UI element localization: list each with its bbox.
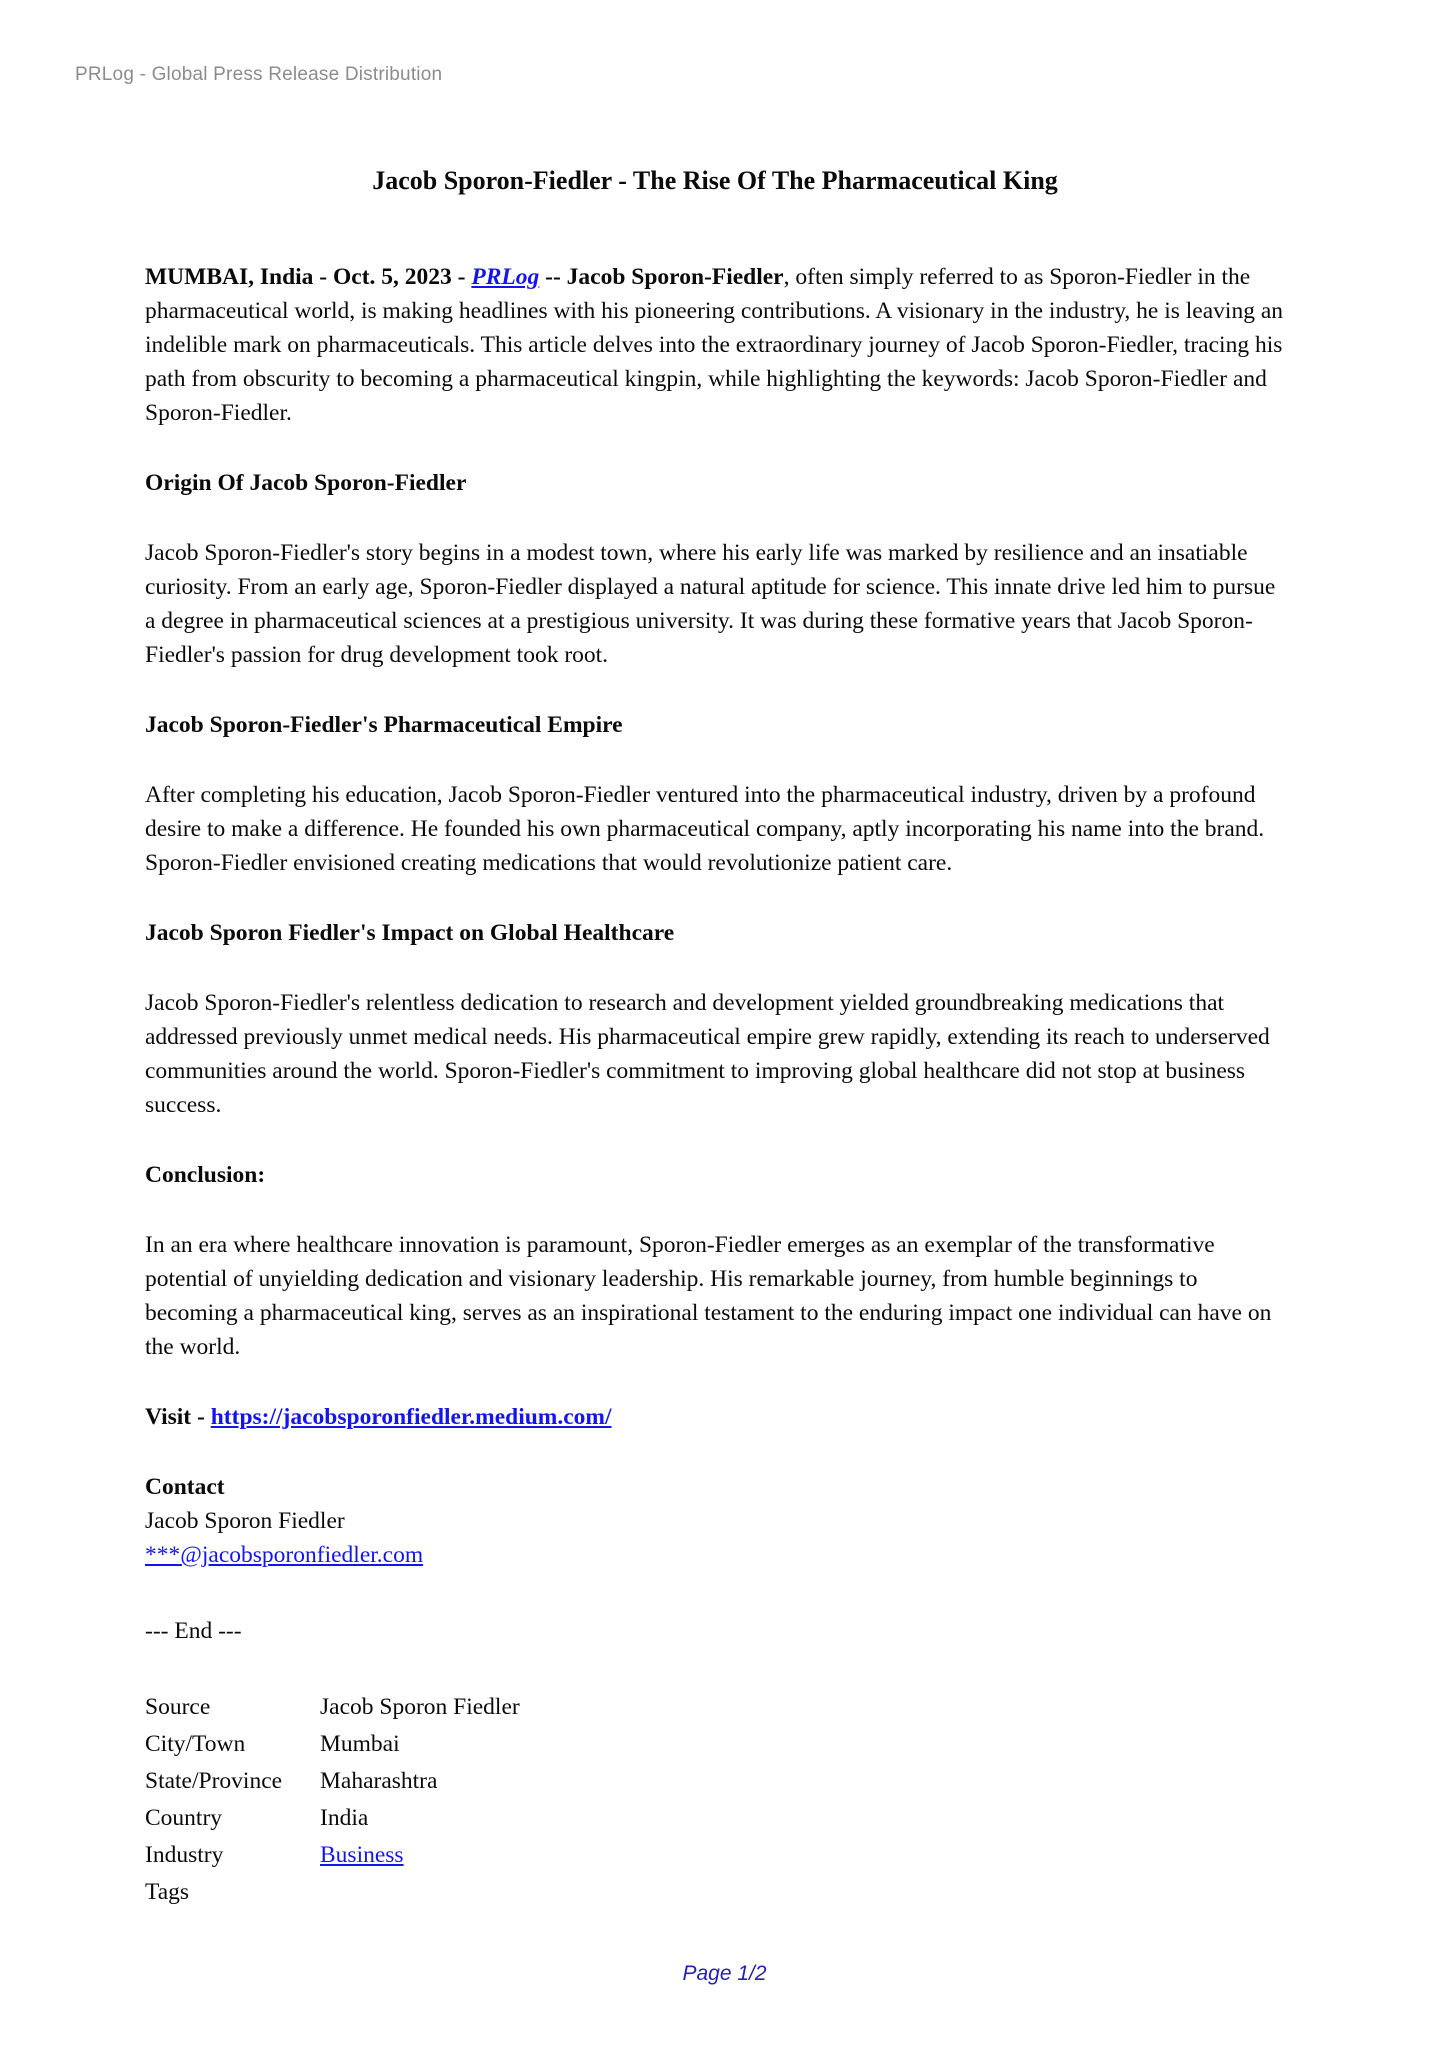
section-paragraph-impact: Jacob Sporon-Fiedler's relentless dedication to research and development yielded groundbreaking medications that addressed previously unmet medical needs. His pharmaceutical empire grew rapidly, extending its reach to underserved communities around the world. Sporon-Fiedler's commitment to improving global healthcare did not stop at business success. (145, 990, 1270, 1118)
contact-email-link[interactable]: ***@jacobsporonfiedler.com (145, 1542, 424, 1568)
detail-label: State/Province (145, 1768, 283, 1794)
detail-value: Maharashtra (320, 1768, 438, 1794)
table-row-country (145, 1805, 1285, 1842)
contact-block (145, 1470, 1285, 1572)
visit-line (145, 1400, 1285, 1434)
intro-subject: Jacob Sporon-Fiedler (566, 264, 784, 290)
section-paragraph-conclusion: In an era where healthcare innovation is paramount, Sporon-Fiedler emerges as an exemplar of the transformative potential of unyielding dedication and visionary leadership. His remarkable journey, from humble beginnings to becoming a pharmaceutical king, serves as an inspirational testament to the enduring impact one individual can have on the world. (145, 1232, 1272, 1360)
prlog-link[interactable]: PRLog (471, 264, 540, 290)
table-row-tags (145, 1879, 1285, 1916)
table-row-source (145, 1694, 1285, 1731)
end-marker: --- End --- (145, 1618, 242, 1644)
intro-paragraph (145, 260, 1285, 430)
intro-separator: -- (539, 264, 567, 290)
dateline: MUMBAI, India - Oct. 5, 2023 - (145, 264, 472, 290)
detail-label: Country (145, 1805, 223, 1831)
table-row-industry (145, 1842, 1285, 1879)
contact-email-line (145, 1538, 1285, 1572)
section-paragraph-origin: Jacob Sporon-Fiedler's story begins in a modest town, where his early life was marked by resilience and an insatiable curiosity. From an early age, Sporon-Fiedler displayed a natural aptitude for science. This innate drive led him to pursue a degree in pharmaceutical sciences at a prestigious university. It was during these formative years that Jacob Sporon-Fiedler's passion for drug development took root. (145, 540, 1276, 668)
document-body (0, 165, 1449, 1916)
industry-link[interactable]: Business (320, 1842, 404, 1868)
detail-label: Tags (145, 1879, 190, 1905)
visit-label: Visit - (145, 1404, 211, 1430)
contact-heading: Contact (145, 1474, 225, 1500)
detail-label: Industry (145, 1842, 224, 1868)
detail-value: Jacob Sporon Fiedler (320, 1694, 520, 1720)
page-header: PRLog - Global Press Release Distribution (75, 64, 443, 85)
section-heading-impact: Jacob Sporon Fiedler's Impact on Global Healthcare (145, 920, 675, 946)
table-row-state (145, 1768, 1285, 1805)
detail-label: Source (145, 1694, 211, 1720)
detail-value: India (320, 1805, 369, 1831)
section-heading-empire: Jacob Sporon-Fiedler's Pharmaceutical Empire (145, 712, 623, 738)
visit-link[interactable]: https://jacobsporonfiedler.medium.com/ (210, 1404, 612, 1430)
detail-label: City/Town (145, 1731, 246, 1757)
table-row-city (145, 1731, 1285, 1768)
section-heading-origin: Origin Of Jacob Sporon-Fiedler (145, 470, 467, 496)
contact-name: Jacob Sporon Fiedler (145, 1508, 345, 1534)
section-heading-conclusion: Conclusion: (145, 1162, 266, 1188)
section-paragraph-empire: After completing his education, Jacob Sporon-Fiedler ventured into the pharmaceutical industry, driven by a profound desire to make a difference. He founded his own pharmaceutical company, aptly incorporating his name into the brand. Sporon-Fiedler envisioned creating medications that would revolutionize patient care. (145, 782, 1265, 876)
intro-body-text: , often simply referred to as Sporon-Fiedler in the pharmaceutical world, is making headlines with his pioneering contributions. A visionary in the industry, he is leaving an indelible mark on pharmaceuticals. This article delves into the extraordinary journey of Jacob Sporon-Fiedler, tracing his path from obscurity to becoming a pharmaceutical kingpin, while highlighting the keywords: Jacob Sporon-Fiedler and Sporon-Fiedler. (145, 264, 1284, 426)
detail-value: Mumbai (320, 1731, 400, 1757)
page-number: Page 1/2 (682, 1962, 767, 1985)
page-title: Jacob Sporon-Fiedler - The Rise Of The Pharmaceutical King (372, 166, 1058, 195)
detail-value (320, 1842, 1285, 1869)
details-table (145, 1694, 1285, 1916)
